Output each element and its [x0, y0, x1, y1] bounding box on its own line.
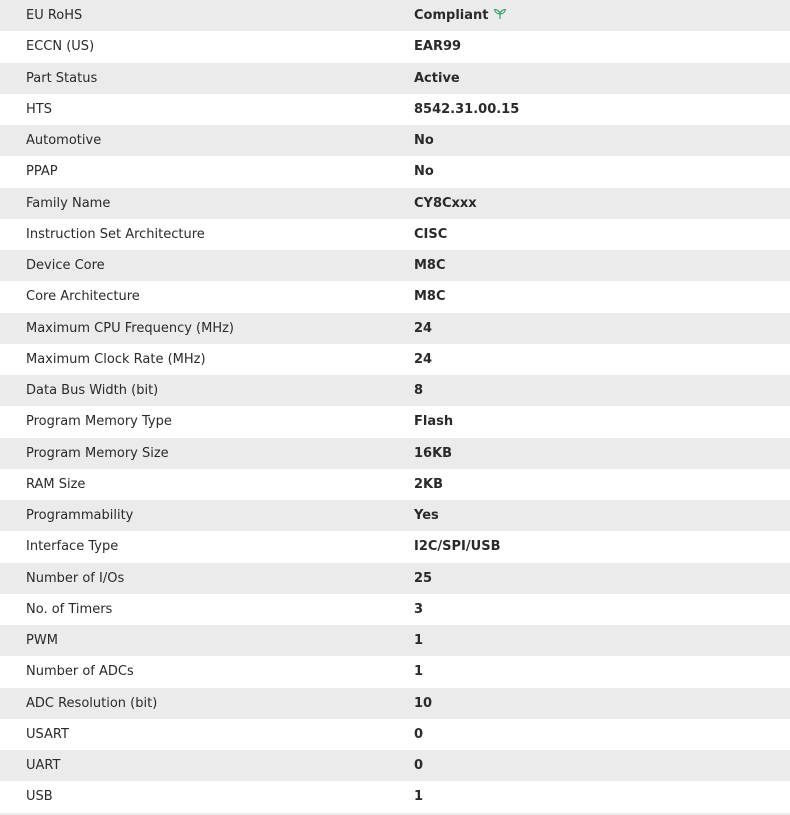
- spec-row: [0, 500, 790, 531]
- spec-value: EAR99: [414, 39, 462, 55]
- spec-row: [0, 406, 790, 437]
- spec-row: [0, 281, 790, 312]
- spec-row: [0, 563, 790, 594]
- spec-value: No: [414, 133, 434, 149]
- spec-label: Program Memory Type: [26, 414, 172, 430]
- spec-value: No: [414, 164, 434, 180]
- spec-label: Core Architecture: [26, 289, 140, 305]
- spec-label: Automotive: [26, 133, 102, 149]
- spec-value: M8C: [414, 289, 446, 305]
- spec-label: PWM: [26, 633, 58, 649]
- spec-row: [0, 313, 790, 344]
- spec-row: [0, 688, 790, 719]
- spec-value: M8C: [414, 258, 446, 274]
- spec-value: 1: [414, 789, 424, 805]
- spec-label: Maximum CPU Frequency (MHz): [26, 320, 234, 336]
- spec-label: EU RoHS: [26, 8, 83, 24]
- spec-value: 10: [414, 695, 433, 711]
- spec-label: Programmability: [26, 508, 134, 524]
- spec-value: 1: [414, 664, 424, 680]
- spec-value: 25: [414, 570, 433, 586]
- leaf-icon: [493, 8, 507, 20]
- spec-value: Flash: [414, 414, 454, 430]
- spec-value: 16KB: [414, 445, 453, 461]
- spec-value: Active: [414, 70, 460, 86]
- spec-row: [0, 719, 790, 750]
- spec-label: No. of Timers: [26, 601, 113, 617]
- spec-row: [0, 156, 790, 187]
- spec-row: [0, 656, 790, 687]
- spec-label: HTS: [26, 101, 52, 117]
- spec-row: [0, 438, 790, 469]
- spec-row: [0, 250, 790, 281]
- spec-value: 8: [414, 383, 424, 399]
- spec-value: CISC: [414, 226, 448, 242]
- spec-label: Data Bus Width (bit): [26, 383, 159, 399]
- spec-label: UART: [26, 758, 61, 774]
- spec-label: Number of I/Os: [26, 570, 125, 586]
- spec-value: 1: [414, 633, 424, 649]
- spec-label: ECCN (US): [26, 39, 95, 55]
- spec-value: 24: [414, 320, 433, 336]
- spec-value: 0: [414, 726, 424, 742]
- spec-row: [0, 531, 790, 562]
- spec-value: 0: [414, 758, 424, 774]
- spec-row: [0, 594, 790, 625]
- spec-label: Interface Type: [26, 539, 119, 555]
- spec-row: [0, 94, 790, 125]
- spec-row: [0, 750, 790, 781]
- spec-label: Instruction Set Architecture: [26, 226, 205, 242]
- spec-row: [0, 469, 790, 500]
- spec-label: USB: [26, 789, 53, 805]
- spec-row: [0, 344, 790, 375]
- spec-label: Family Name: [26, 195, 111, 211]
- spec-value: 2KB: [414, 476, 444, 492]
- spec-row: [0, 0, 790, 31]
- spec-row: [0, 781, 790, 812]
- spec-row: [0, 188, 790, 219]
- spec-value: I2C/SPI/USB: [414, 539, 501, 555]
- spec-row: [0, 125, 790, 156]
- spec-value-text: Compliant: [414, 8, 489, 24]
- spec-label: PPAP: [26, 164, 58, 180]
- spec-label: USART: [26, 726, 69, 742]
- spec-value: 8542.31.00.15: [414, 101, 520, 117]
- spec-row: [0, 31, 790, 62]
- spec-label: Part Status: [26, 70, 98, 86]
- spec-label: Device Core: [26, 258, 105, 274]
- spec-label: RAM Size: [26, 476, 86, 492]
- spec-value: CY8Cxxx: [414, 195, 477, 211]
- spec-value: [414, 0, 790, 31]
- spec-row: [0, 63, 790, 94]
- spec-row: [0, 375, 790, 406]
- spec-label: Maximum Clock Rate (MHz): [26, 351, 206, 367]
- spec-row: [0, 219, 790, 250]
- spec-label: Program Memory Size: [26, 445, 169, 461]
- spec-value: 24: [414, 351, 433, 367]
- spec-row: [0, 625, 790, 656]
- spec-value: 3: [414, 601, 424, 617]
- spec-label: ADC Resolution (bit): [26, 695, 158, 711]
- spec-label: Number of ADCs: [26, 664, 134, 680]
- spec-value: Yes: [414, 508, 439, 524]
